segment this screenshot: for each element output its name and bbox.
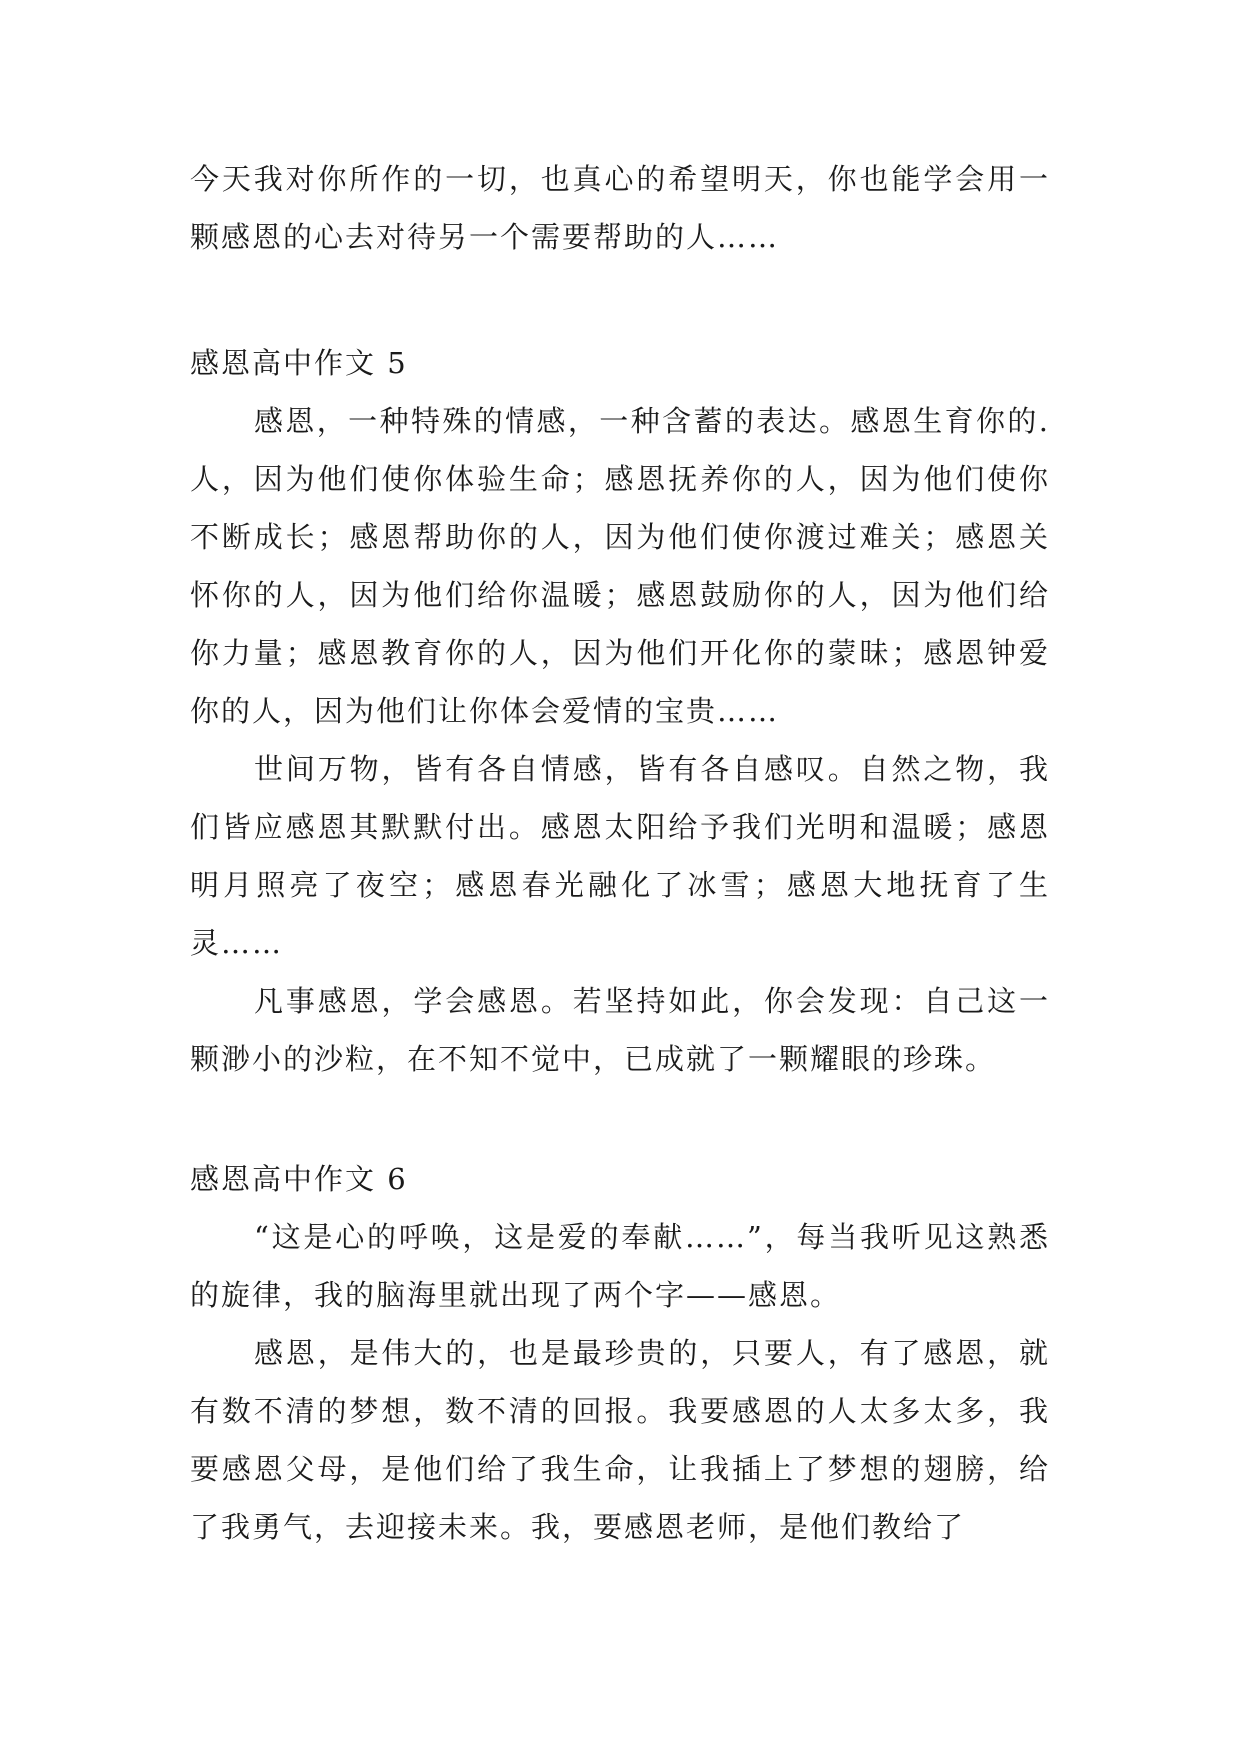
section-heading-6: 感恩高中作文 6 <box>190 1162 408 1196</box>
section-body-5 <box>190 392 1050 1088</box>
section-6-paragraph-1: “这是心的呼唤，这是爱的奉献……”，每当我听见这熟悉的旋律，我的脑海里就出现了两个字——感恩。 <box>190 1220 1050 1312</box>
section-heading-5: 感恩高中作文 5 <box>190 346 408 380</box>
section-body-6 <box>190 1208 1050 1556</box>
section-5-paragraph-2: 世间万物，皆有各自情感，皆有各自感叹。自然之物，我们皆应感恩其默默付出。感恩太阳给予我们光明和温暖；感恩明月照亮了夜空；感恩春光融化了冰雪；感恩大地抚育了生灵…… <box>190 752 1050 960</box>
section-5-paragraph-1: 感恩，一种特殊的情感，一种含蓄的表达。感恩生育你的. 人，因为他们使你体验生命；感恩抚养你的人，因为他们使你不断成长；感恩帮助你的人，因为他们使你渡过难关；感恩关怀你的人，因为他们给你温暖；感恩鼓励你的人，因为他们给你力量；感恩教育你的人，因为他们开化你的蒙昧；感恩钟爱你的人，因为他们让你体会爱情的宝贵…… <box>190 404 1050 728</box>
section-5-paragraph-3: 凡事感恩，学会感恩。若坚持如此，你会发现：自己这一颗渺小的沙粒，在不知不觉中，已成就了一颗耀眼的珍珠。 <box>190 984 1050 1076</box>
intro-paragraph: 今天我对你所作的一切，也真心的希望明天，你也能学会用一颗感恩的心去对待另一个需要帮助的人…… <box>190 162 1050 254</box>
section-6-paragraph-2: 感恩，是伟大的，也是最珍贵的，只要人，有了感恩，就有数不清的梦想，数不清的回报。我要感恩的人太多太多，我要感恩父母，是他们给了我生命，让我插上了梦想的翅膀，给了我勇气，去迎接未来。我，要感恩老师，是他们教给了 <box>190 1336 1050 1544</box>
